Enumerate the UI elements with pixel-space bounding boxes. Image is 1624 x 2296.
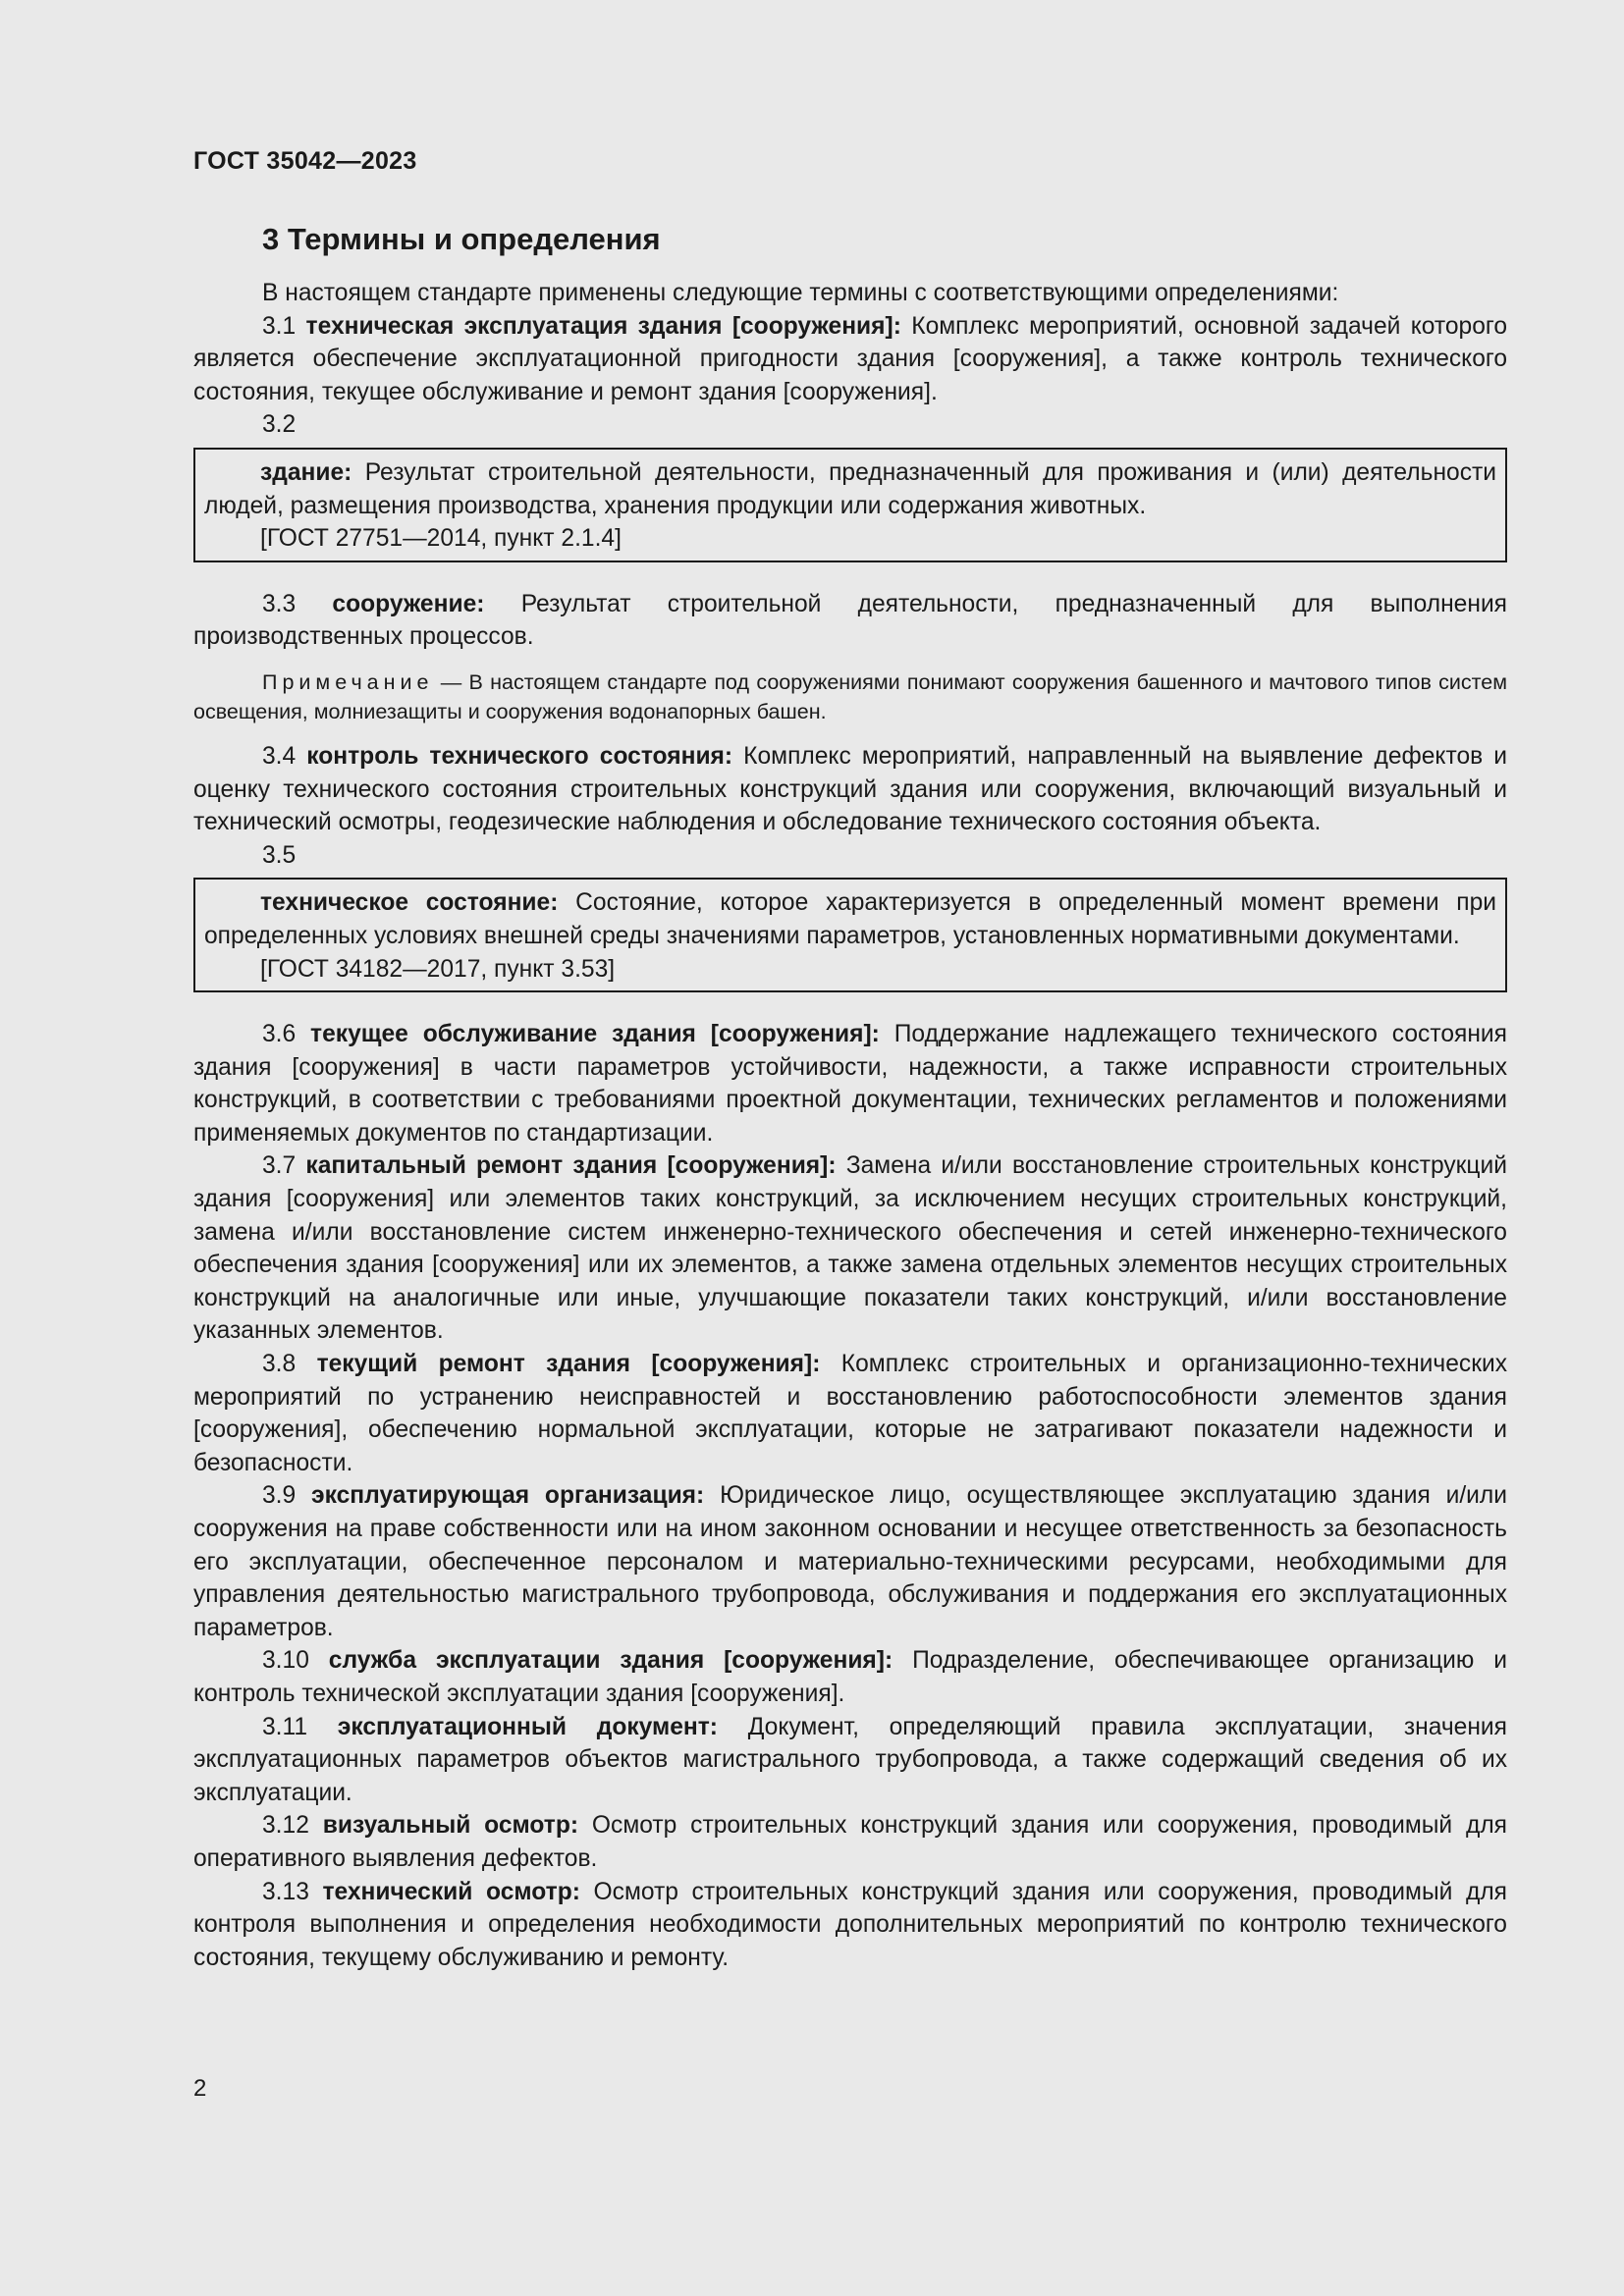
term-3-9 (193, 1479, 1507, 1644)
term-number: 3.2 (262, 411, 297, 439)
term-name: техническая эксплуатация здания [сооружения]: (305, 312, 901, 340)
term-definition: Комплекс мероприятий, основной задачей которого является обеспечение эксплуатационной пригодности здания [сооружения], а также контроль технического состояния, текущее обслуживание и ремонт здания [сооружения]. (193, 312, 1508, 405)
term-definition: Состояние, которое характеризуется в определенный момент времени при определенных условиях внешней среды значениями параметров, установленных нормативными документами. (204, 889, 1496, 949)
term-number: 3.12 (262, 1812, 309, 1840)
page-number: 2 (193, 2075, 207, 2102)
intro-text: В настоящем стандарте применены следующие термины с соответствующими определениями: (262, 280, 1339, 306)
term-name: здание: (260, 458, 352, 486)
term-number: 3.4 (262, 742, 297, 770)
term-3-13 (193, 1876, 1507, 1975)
term-name: капитальный ремонт здания [сооружения]: (305, 1152, 837, 1180)
term-definition: Результат строительной деятельности, предназначенный для проживания и (или) деятельности людей, размещения производства, хранения продукции или содержания животных. (204, 458, 1496, 519)
term-definition: Комплекс мероприятий, направленный на выявление дефектов и оценку технического состояния строительных конструкций здания или сооружения, включающий визуальный и технический осмотры, геодезические наблюдения и обследование технического состояния объекта. (193, 742, 1507, 836)
term-definition: Поддержание надлежащего технического состояния здания [сооружения] в части параметров устойчивости, надежности, а также исправности строительных конструкций, в соответствии с требованиями проектной документации, технических регламентов и положениями применяемых документов по стандартизации. (193, 1021, 1507, 1147)
term-3-3 (193, 588, 1507, 654)
note-label: Примечание (262, 669, 434, 694)
term-name: контроль технического состояния: (306, 742, 733, 770)
document-id: ГОСТ 35042—2023 (193, 147, 417, 175)
term-definition: Комплекс строительных и организационно-технических мероприятий по устранению неисправностей и восстановлению работоспособности элементов здания [сооружения], обеспечению нормальной эксплуатации, которые не затрагивают показатели надежности и безопасности. (193, 1351, 1507, 1476)
term-name: текущее обслуживание здания [сооружения]: (310, 1021, 880, 1048)
term-number: 3.13 (262, 1878, 309, 1905)
term-name: служба эксплуатации здания [сооружения]: (328, 1647, 893, 1675)
term-number: 3.9 (262, 1482, 297, 1510)
term-3-11 (193, 1711, 1507, 1810)
term-definition: Замена и/или восстановление строительных конструкций здания [сооружения] или элементов таких конструкций, за исключением несущих строительных конструкций, замена и/или восстановление систем инженерно-технического обеспечения и сетей инженерно-технического обеспечения здания [сооружения] или их элементов, а также замена отдельных элементов несущих строительных конструкций на аналогичные или иные, улучшающие показатели таких конструкций, и/или восстановление указанных элементов. (193, 1152, 1507, 1345)
term-reference: [ГОСТ 27751—2014, пункт 2.1.4] (260, 525, 622, 553)
term-definition: Осмотр строительных конструкций здания или сооружения, проводимый для контроля выполнения и определения необходимости дополнительных мероприятий по контролю технического состояния, текущему обслуживанию и ремонту. (193, 1878, 1507, 1971)
term-3-1 (193, 310, 1507, 409)
term-number: 3.3 (262, 590, 297, 617)
term-name: визуальный осмотр: (322, 1812, 579, 1840)
term-name: сооружение: (332, 590, 485, 617)
term-number: 3.8 (262, 1351, 297, 1378)
term-3-12 (193, 1809, 1507, 1875)
note (193, 667, 1507, 726)
term-number: 3.10 (262, 1647, 309, 1675)
term-3-4 (193, 740, 1507, 839)
term-number: 3.11 (262, 1713, 308, 1740)
term-name: техническое состояние: (260, 889, 559, 917)
term-3-10 (193, 1644, 1507, 1710)
term-name: технический осмотр: (322, 1878, 580, 1905)
term-name: эксплуатирующая организация: (311, 1482, 705, 1510)
term-name: текущий ремонт здания [сооружения]: (316, 1351, 821, 1378)
term-3-5-box (193, 878, 1507, 992)
term-number: 3.6 (262, 1021, 297, 1048)
term-definition: Юридическое лицо, осуществляющее эксплуатацию здания и/или сооружения на праве собственности или на ином законном основании и несущее ответственность за безопасность его эксплуатации, обеспеченное персоналом и материально-техническими ресурсами, необходимыми для управления деятельностью магистрального трубопровода, обслуживания и поддержания его эксплуатационных параметров. (193, 1482, 1508, 1641)
term-definition: Подразделение, обеспечивающее организацию и контроль технической эксплуатации здания [сооружения]. (193, 1647, 1507, 1707)
section-title: 3 Термины и определения (262, 222, 661, 256)
page-content (193, 220, 1507, 1974)
term-definition: Осмотр строительных конструкций здания или сооружения, проводимый для оперативного выявления дефектов. (193, 1812, 1507, 1872)
term-number: 3.7 (262, 1152, 297, 1180)
term-name: эксплуатационный документ: (337, 1713, 718, 1740)
term-number: 3.5 (262, 841, 297, 869)
term-3-8 (193, 1348, 1507, 1479)
term-definition: Результат строительной деятельности, предназначенный для выполнения производственных процессов. (193, 590, 1507, 651)
term-number: 3.1 (262, 312, 297, 340)
term-3-6 (193, 1018, 1507, 1149)
term-3-2-box (193, 448, 1507, 562)
term-3-7 (193, 1149, 1507, 1348)
term-definition: Документ, определяющий правила эксплуатации, значения эксплуатационных параметров объектов магистрального трубопровода, а также содержащий сведения об их эксплуатации. (193, 1713, 1507, 1806)
term-reference: [ГОСТ 34182—2017, пункт 3.53] (260, 955, 616, 983)
note-text: — В настоящем стандарте под сооружениями понимают сооружения башенного и мачтового типов систем освещения, молниезащиты и сооружения водонапорных башен. (193, 669, 1507, 723)
